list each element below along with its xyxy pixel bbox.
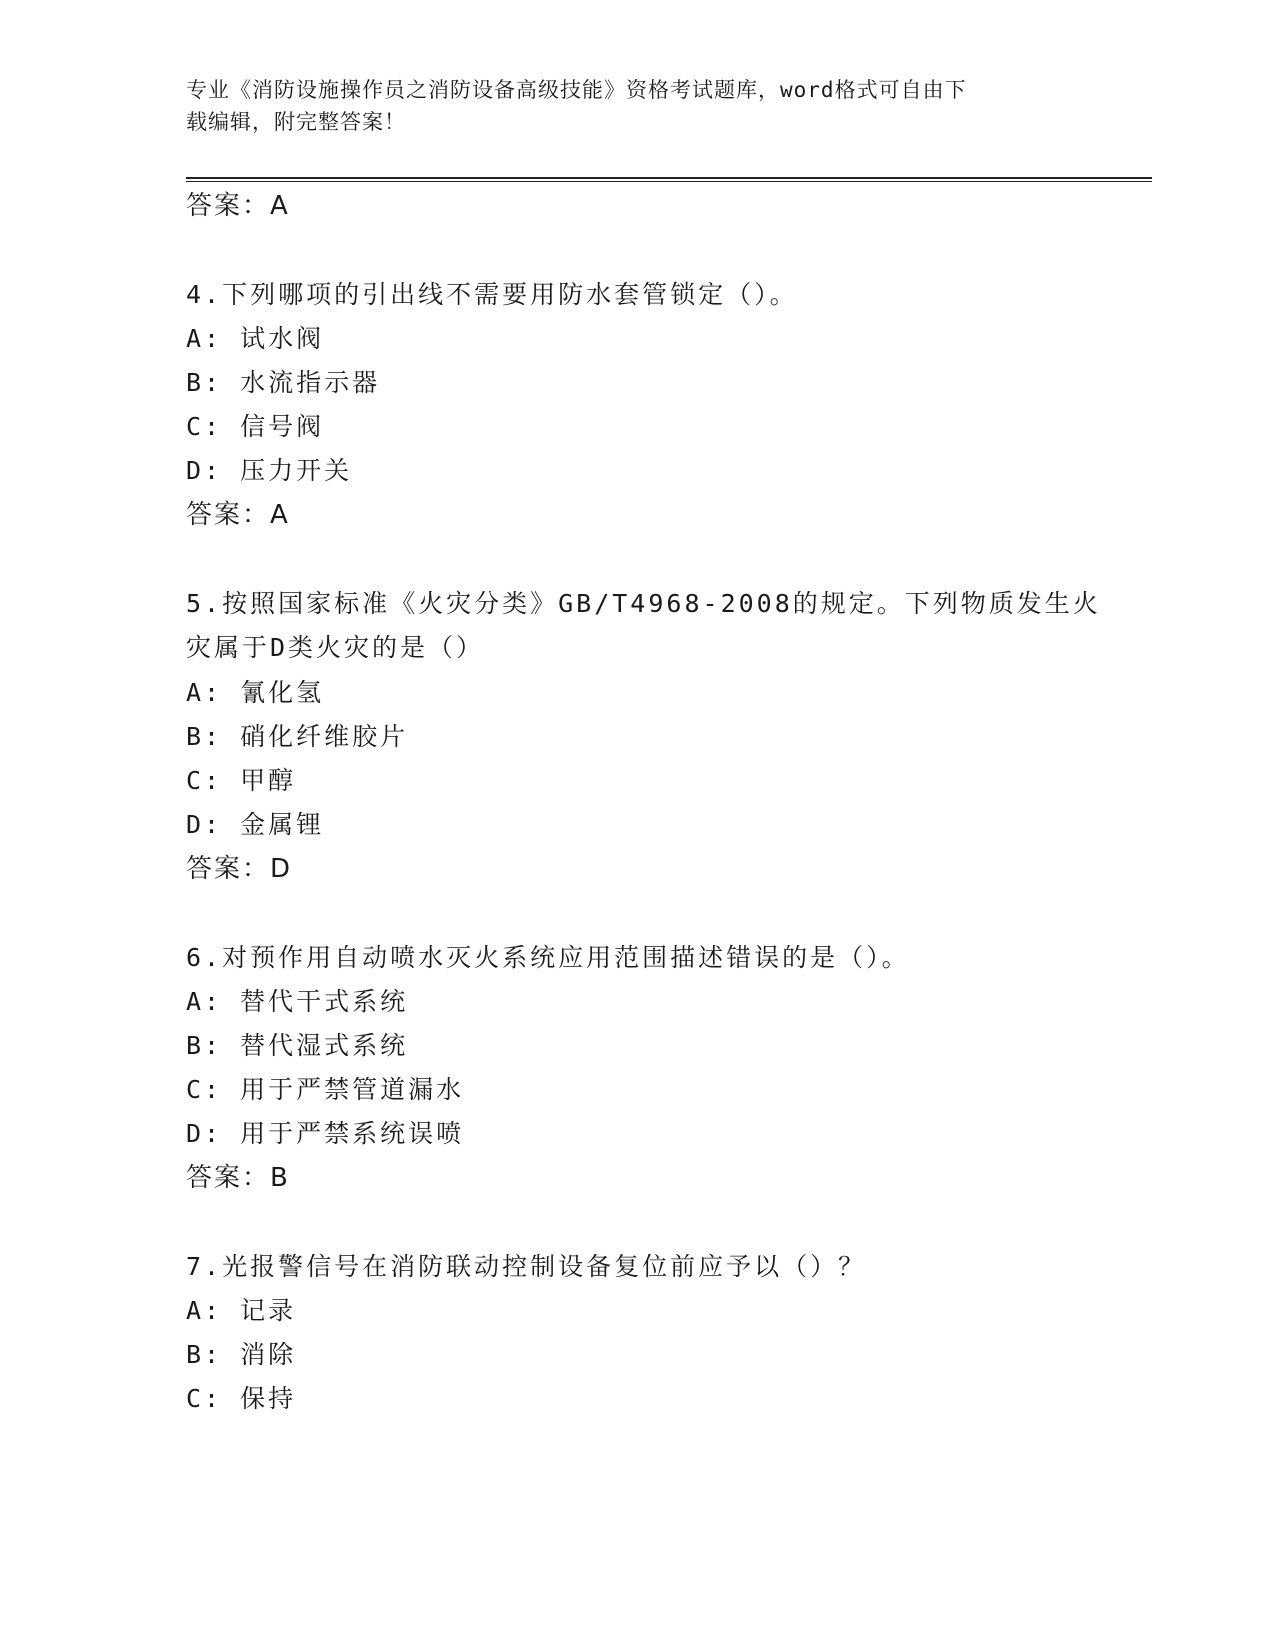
question-7-option-c: C: 保持 [186, 1384, 297, 1413]
question-4-option-c: C: 信号阀 [186, 412, 325, 441]
question-4-option-d: D: 压力开关 [186, 456, 353, 485]
question-4-option-a: A: 试水阀 [186, 324, 325, 353]
question-5-option-a: A: 氰化氢 [186, 678, 325, 707]
answer-previous: 答案：A [186, 191, 290, 221]
question-7-option-a: A: 记录 [186, 1296, 297, 1325]
document-header [186, 74, 1066, 138]
question-4-option-b: B: 水流指示器 [186, 368, 381, 397]
question-7-option-b: B: 消除 [186, 1340, 297, 1369]
question-6-option-d: D: 用于严禁系统误喷 [186, 1119, 465, 1148]
question-6-option-c: C: 用于严禁管道漏水 [186, 1075, 465, 1104]
header-divider-thick [186, 177, 1152, 179]
question-4-stem: 4.下列哪项的引出线不需要用防水套管锁定（）。 [186, 280, 798, 309]
question-5-stem-line-1: 5.按照国家标准《火灾分类》GB/T4968-2008的规定。下列物质发生火 [186, 589, 1101, 618]
question-4-answer: 答案：A [186, 500, 290, 530]
question-5-answer: 答案：D [186, 854, 293, 884]
question-6-option-a: A: 替代干式系统 [186, 987, 409, 1016]
header-line-1: 专业《消防设施操作员之消防设备高级技能》资格考试题库，word格式可自由下 [186, 78, 967, 102]
question-5-stem-line-2: 灾属于D类火灾的是（） [186, 633, 485, 662]
question-5-option-b: B: 硝化纤维胶片 [186, 722, 409, 751]
question-7-stem: 7.光报警信号在消防联动控制设备复位前应予以（）？ [186, 1252, 867, 1281]
question-6-stem: 6.对预作用自动喷水灭火系统应用范围描述错误的是（）。 [186, 943, 910, 972]
question-5-option-d: D: 金属锂 [186, 810, 325, 839]
header-line-2: 载编辑，附完整答案！ [186, 110, 406, 134]
question-6-option-b: B: 替代湿式系统 [186, 1031, 409, 1060]
question-6-answer: 答案：B [186, 1163, 290, 1193]
question-5-option-c: C: 甲醇 [186, 766, 297, 795]
header-divider-thin [186, 181, 1152, 182]
